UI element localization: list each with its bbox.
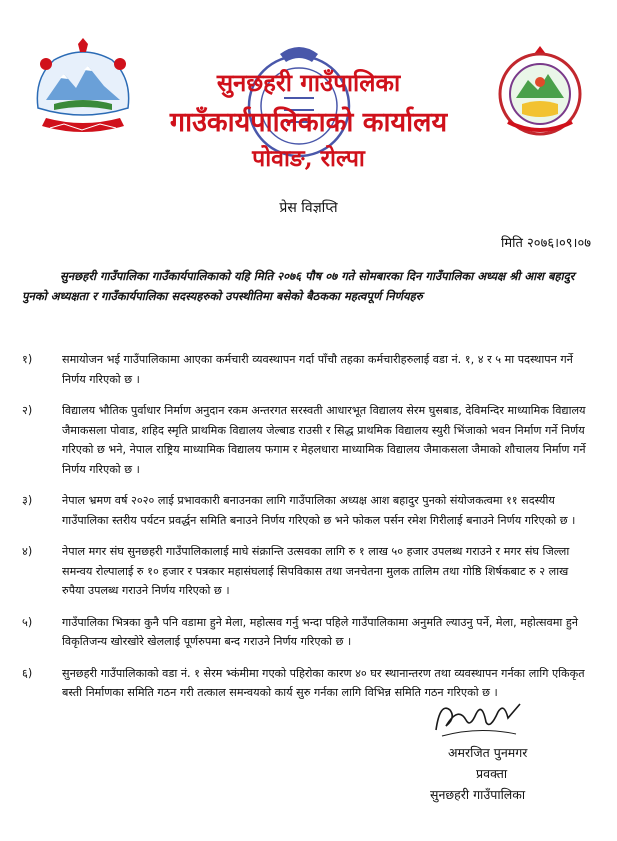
item-number: १) <box>22 353 33 366</box>
list-item <box>22 613 594 652</box>
municipality-name: सुनछहरी गाउँपालिका <box>216 68 401 97</box>
list-item <box>22 350 594 389</box>
signatory-name: अमरजित पुनमगर <box>448 745 528 760</box>
item-text: सुनछहरी गाउँपालिकाको वडा नं. १ सेरम भ्कंमीमा गएको पहिरोका कारण ४० घर स्थानान्तरण तथा व्यवस्थापन गर्नका लागि एकिकृत बस्ती निर्माणका समिति गठन गरी तत्काल समन्वयको कार्य सुरु गर्नका लागि विभिन्न समिति गठन गरिएको छ । <box>62 666 585 699</box>
list-item <box>22 401 594 479</box>
list-item <box>22 542 594 601</box>
signatory-organization: सुनछहरी गाउँपालिका <box>430 787 526 802</box>
handwritten-signature <box>428 696 528 744</box>
decision-list <box>22 350 594 715</box>
item-number: ६) <box>22 666 33 680</box>
item-number: ४) <box>22 545 33 558</box>
item-text: समायोजन भई गाउँपालिकामा आएका कर्मचारी व्यवस्थापन गर्दा पाँचौ तहका कर्मचारीहरुलाई वडा नं. १, ४ र ५ मा पदस्थापन गर्ने निर्णय गरिएको छ । <box>62 353 573 386</box>
item-text: नेपाल भ्रमण वर्ष २०२० लाई प्रभावकारी बनाउनका लागि गाउँपालिका अध्यक्ष आश बहादुर पुनको संयोजकत्वमा ११ सदस्यीय गाउँपालिका स्तरीय पर्यटन प्रवर्द्धन समिति बनाउने निर्णय गरिएको छ भने फोकल पर्सन रमेश गिरीलाई बनाउने निर्णय गरिएको छ । <box>62 494 576 527</box>
office-name: गाउँकार्यपालिकाको कार्यालय <box>169 107 448 138</box>
office-address: पोवाङ, रोल्पा <box>252 145 365 172</box>
item-number: ५) <box>22 615 33 629</box>
item-text: नेपाल मगर संघ सुनछहरी गाउँपालिकालाई माघे संक्रान्ति उत्सवका लागि रु १ लाख ५० हजार उपलब्ध गराउने र मगर संघ जिल्ला समन्वय रोल्पालाई रु १० हजार र पत्रकार महासंघलाई सिपविकास तथा जनचेतना मुलक तालिम तथा गोष्ठि शिर्षकबाट रु २ लाख रुपैया उपलब्ध गराउने निर्णय गरिएको छ । <box>62 545 570 597</box>
document-date: मिति २०७६।०९।०७ <box>501 236 591 251</box>
item-text: विद्यालय भौतिक पुर्वाधार निर्माण अनुदान रकम अन्तरगत सरस्वती आधारभूत विद्यालय सेरम घुसबाड, देविमन्दिर माध्यामिक विद्यालय जैमाकसला पोवाड, शहिद स्मृति प्राथमिक विद्यालय जेल्बाड राउसी र सिद्ध प्राथमिक विद्यालय स्युरी भिंजाको भवन निर्माण गर्ने निर्णय गरिएको छ भने, नेपाल राष्ट्रिय माध्यामिक विद्यालय फगाम र मेहलधारा माध्यामिक विद्यालय जैमाकसला जैमाको शौचालय निर्माण गर्ने निर्णय गरिएको छ । <box>62 404 586 476</box>
item-number: २) <box>22 404 33 417</box>
intro-paragraph: सुनछहरी गाउँपालिका गाउँकार्यपालिकाको यहि मिति २०७६ पौष ०७ गते सोमबारका दिन गाउँपालिका अध्यक्ष श्री आश बहादुर पुनको अध्यक्षता र गाउँकार्यपालिका सदस्यहरुको उपस्थीतिमा बसेको बैठकका महत्वपूर्ण निर्णयहरु <box>22 269 575 303</box>
item-number: ३) <box>22 494 33 507</box>
item-text: गाउँपालिका भित्रका कुनै पनि वडामा हुने मेला, महोत्सव गर्नु भन्दा पहिले गाउँपालिकामा अनुमति ल्याउनु पर्ने, मेला, महोत्सवमा हुने विकृतिजन्य खोरखोरे खेललाई पूर्णरुपमा बन्द गराउने निर्णय गरिएको छ । <box>62 615 579 648</box>
document-title: प्रेस विज्ञप्ति <box>279 200 338 216</box>
signatory-role: प्रवक्ता <box>476 766 508 781</box>
signature-block <box>430 742 590 805</box>
list-item <box>22 491 594 530</box>
